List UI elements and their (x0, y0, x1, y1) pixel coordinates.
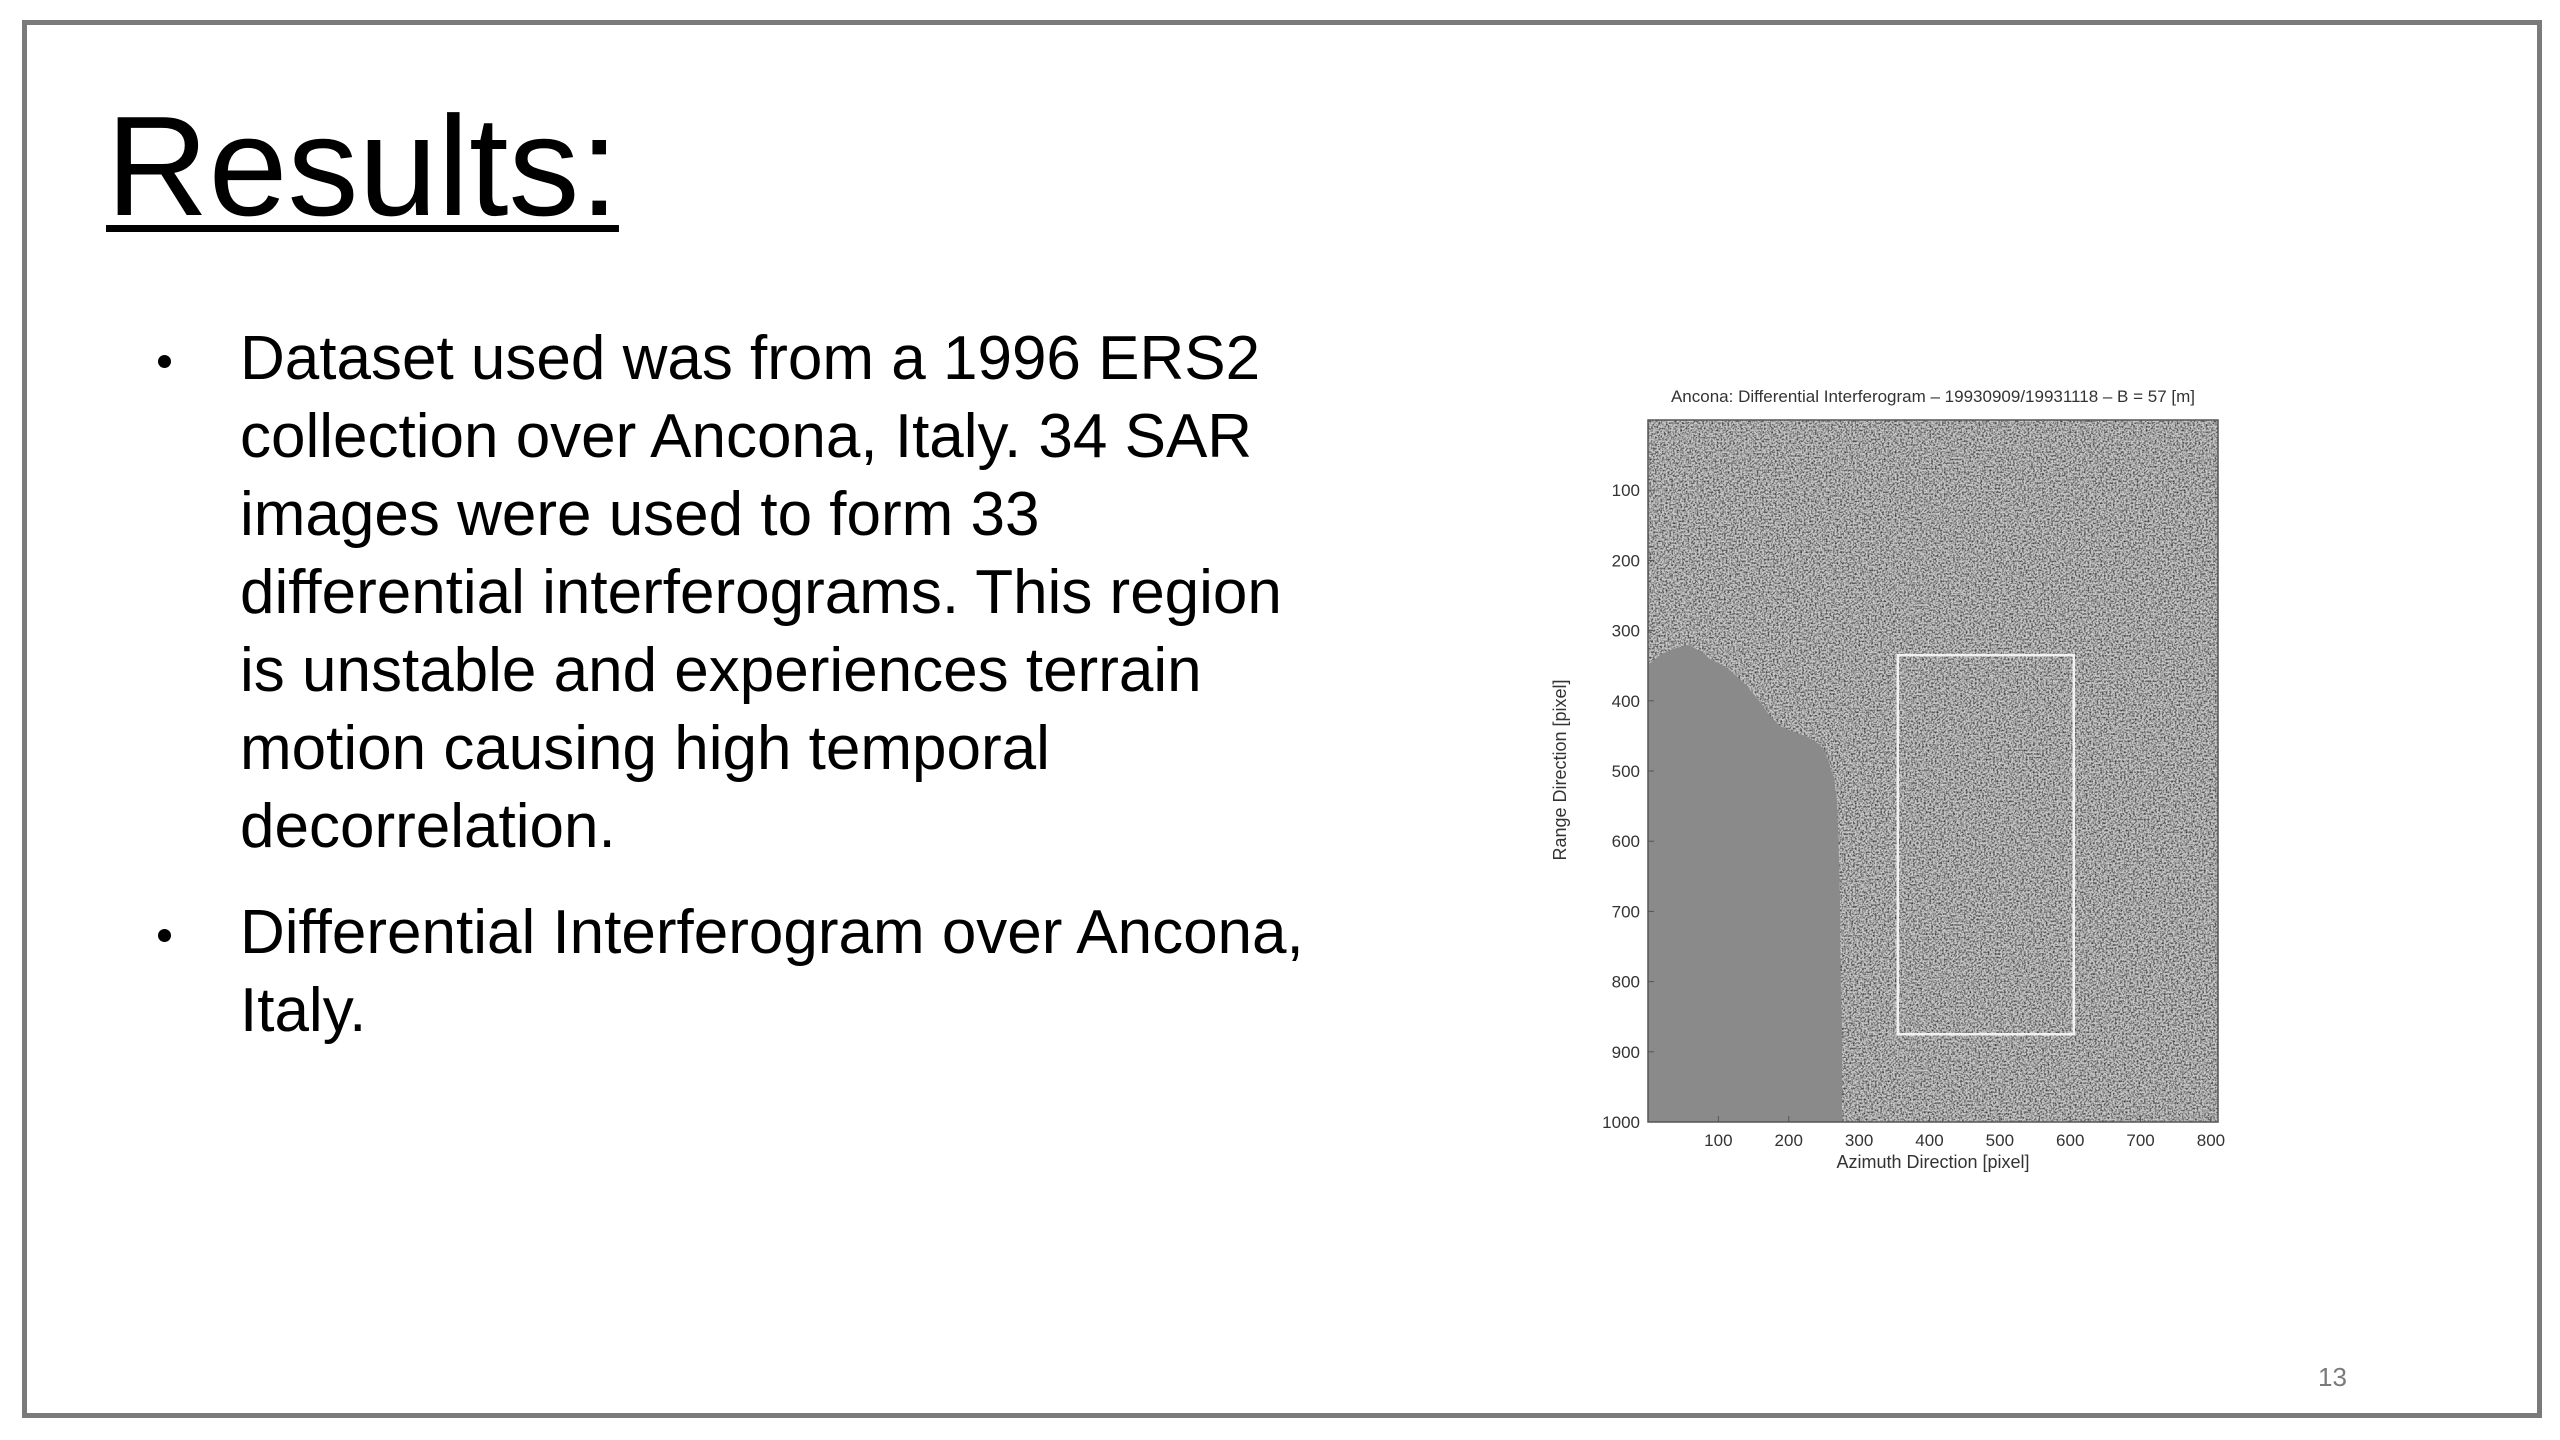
bullet-dot-icon (158, 929, 171, 942)
bullet-dot-icon (158, 355, 171, 368)
y-tick-label: 300 (1611, 621, 1640, 641)
y-tick-label: 500 (1611, 762, 1640, 781)
x-tick-label: 400 (1915, 1131, 1944, 1150)
x-tick-label: 200 (1774, 1131, 1803, 1150)
x-tick-label: 500 (1985, 1131, 2015, 1150)
y-tick-label: 400 (1611, 691, 1640, 711)
plot-area (1648, 420, 2218, 1122)
x-tick-label: 700 (2126, 1131, 2155, 1150)
bullet-text: Differential Interferogram over Ancona, Italy. (240, 898, 1304, 1045)
bullet-text: Dataset used was from a 1996 ERS2 collection over Ancona, Italy. 34 SAR images were used to form 33 differential interferograms. This region is unstable and experiences terrain motion causing high temporal decorrelation. (240, 324, 1282, 861)
x-axis-label: Azimuth Direction [pixel] (1836, 1152, 2030, 1172)
slide-title: Results: (106, 87, 619, 246)
x-tick-label: 800 (2196, 1131, 2226, 1150)
interferogram-figure (1548, 370, 2248, 1180)
x-tick-label: 600 (2056, 1131, 2085, 1150)
y-tick-label: 900 (1611, 1042, 1640, 1062)
y-tick-label: 200 (1611, 551, 1640, 571)
y-tick-label: 700 (1611, 902, 1640, 922)
y-tick-label: 1000 (1602, 1113, 1640, 1132)
y-tick-label: 800 (1611, 972, 1640, 992)
bullet-item (130, 320, 1340, 866)
y-tick-label: 600 (1611, 832, 1640, 852)
y-axis-label: Range Direction [pixel] (1550, 679, 1570, 861)
y-tick-label: 100 (1611, 481, 1640, 501)
x-tick-label: 100 (1704, 1131, 1733, 1150)
y-axis-ticks (1602, 481, 1654, 1132)
page-number: 13 (2318, 1362, 2347, 1392)
bullet-item (130, 894, 1340, 1050)
x-tick-label: 300 (1844, 1131, 1874, 1150)
bullet-list (130, 320, 1340, 1078)
figure-title: Ancona: Differential Interferogram – 19930909/19931118 – B = 57 [m] (1670, 387, 2196, 406)
